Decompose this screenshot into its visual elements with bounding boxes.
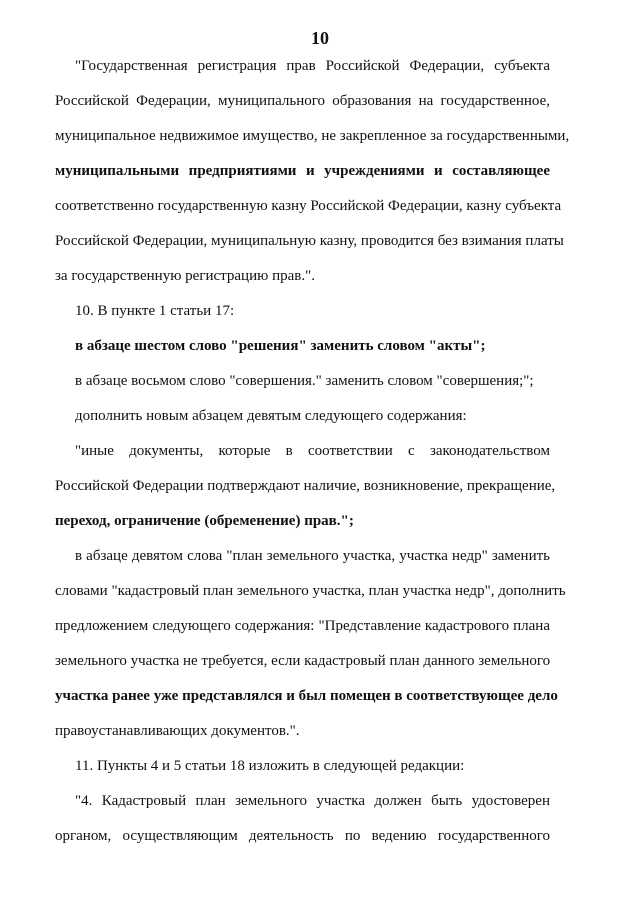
text-line: участка ранее уже представлялся и был помещен в соответствующее дело [55, 688, 558, 704]
text-line: муниципальное недвижимое имущество, не закрепленное за государственными, [55, 128, 570, 144]
text-line: предложением следующего содержания: "Представление кадастрового плана [55, 618, 550, 634]
text-line: переход, ограничение (обременение) прав."; [55, 513, 354, 529]
text-line: "иные документы, которые в соответствии с законодательством [75, 443, 550, 459]
text-line: 11. Пункты 4 и 5 статьи 18 изложить в следующей редакции: [75, 758, 465, 774]
text-line: Российской Федерации, муниципального образования на государственное, [55, 93, 550, 109]
page-number: 10 [311, 28, 329, 48]
text-line: "Государственная регистрация прав Российской Федерации, субъекта [75, 58, 550, 74]
text-line: правоустанавливающих документов.". [55, 723, 300, 739]
text-line: в абзаце шестом слово "решения" заменить словом "акты"; [75, 338, 486, 354]
text-line: в абзаце восьмом слово "совершения." заменить словом "совершения;"; [75, 373, 534, 389]
text-line: 10. В пункте 1 статьи 17: [75, 303, 235, 319]
text-line: в абзаце девятом слова "план земельного участка, участка недр" заменить [75, 548, 550, 564]
text-line: органом, осуществляющим деятельность по ведению государственного [55, 828, 550, 844]
text-line: Российской Федерации подтверждают наличие, возникновение, прекращение, [55, 478, 556, 494]
text-line: словами "кадастровый план земельного участка, план участка недр", дополнить [55, 583, 566, 599]
text-line: за государственную регистрацию прав.". [55, 268, 315, 284]
text-line: Российской Федерации, муниципальную казну, проводится без взимания платы [55, 233, 564, 249]
text-line: соответственно государственную казну Российской Федерации, казну субъекта [55, 198, 562, 214]
text-line: дополнить новым абзацем девятым следующего содержания: [75, 408, 467, 424]
text-line: "4. Кадастровый план земельного участка должен быть удостоверен [75, 793, 550, 809]
text-line: муниципальными предприятиями и учреждениями и составляющее [55, 163, 550, 179]
text-line: земельного участка не требуется, если кадастровый план данного земельного [55, 653, 551, 669]
